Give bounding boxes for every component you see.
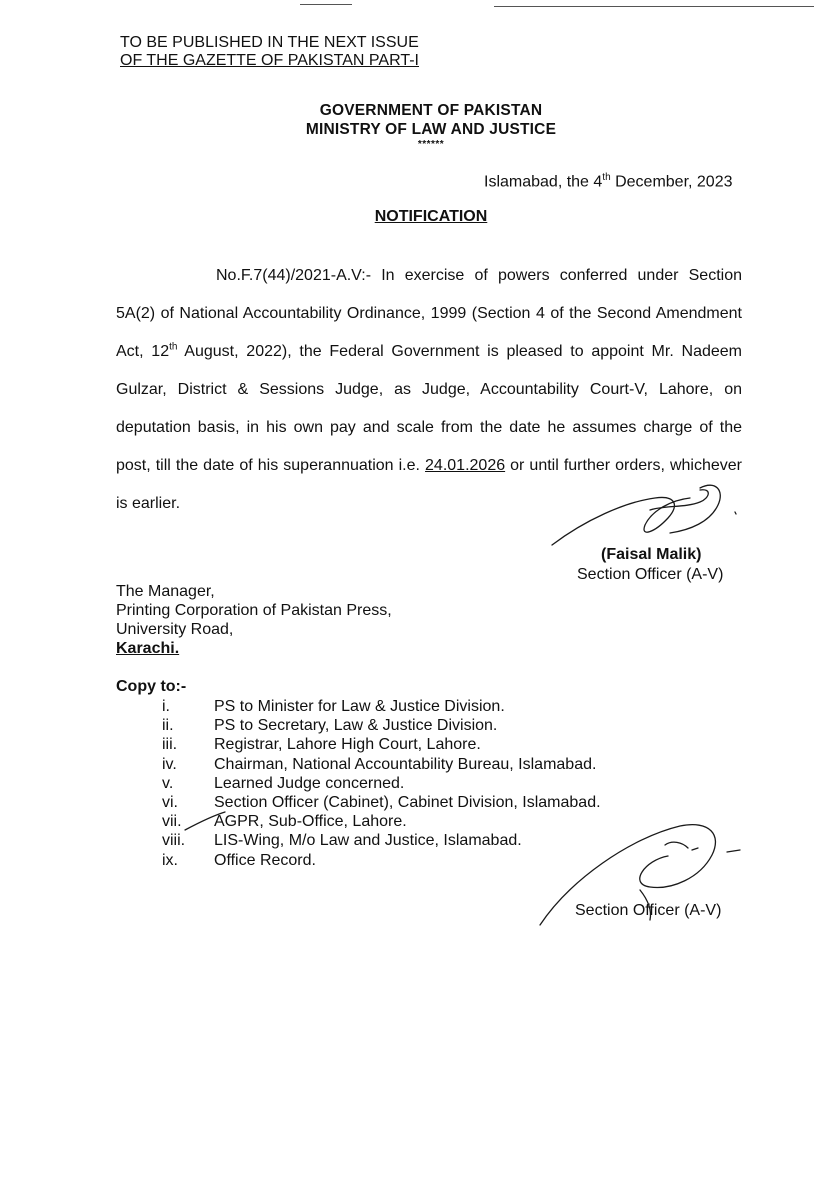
scan-line <box>300 4 352 5</box>
list-item: i. PS to Minister for Law & Justice Division. <box>162 698 505 715</box>
letterhead <box>0 101 838 139</box>
addressee-city: Karachi. <box>116 640 180 657</box>
signatory-designation: Section Officer (A-V) <box>577 566 724 583</box>
list-item: ix. Office Record. <box>162 851 316 869</box>
list-item: vi. Section Officer (Cabinet), Cabinet Division, Islamabad. <box>162 794 601 812</box>
addressee-line: University Road, <box>116 621 234 638</box>
gazette-note <box>120 34 419 70</box>
footer-signatory-designation: Section Officer (A-V) <box>575 902 722 919</box>
addressee-line: The Manager, <box>116 583 215 600</box>
list-item: iv. Chairman, National Accountability Bureau, Islamabad. <box>162 755 597 773</box>
addressee-block <box>116 582 392 658</box>
list-item: iii. Registrar, Lahore High Court, Lahore. <box>162 736 481 754</box>
notification-body: No.F.7(44)/2021-A.V:- In exercise of powers conferred under Section 5A(2) of National Accountability Ordinance, 1999 (Section 4 of the Second Amendment Act, 12th August, 2022), the Federal Government is pleased to appoint Mr. Nadeem Gulzar, District & Sessions Judge, as Judge, Accountability Court-V, Lahore, on deputation basis, in his own pay and scale from the date he assumes charge of the post, till the date of his superannuation i.e. 24.01.2026 or until further orders, whichever is earlier. <box>116 267 743 512</box>
copy-to-list <box>162 697 601 870</box>
list-item: viii. LIS-Wing, M/o Law and Justice, Islamabad. <box>162 832 522 850</box>
signature-stroke <box>727 850 740 852</box>
separator-stars: ****** <box>417 139 445 150</box>
gazette-line-2: OF THE GAZETTE OF PAKISTAN PART-I <box>120 52 419 69</box>
government-title: GOVERNMENT OF PAKISTAN <box>319 102 543 119</box>
copy-to-label: Copy to:- <box>116 678 187 695</box>
scan-line <box>494 6 814 7</box>
signatory-name: (Faisal Malik) <box>601 546 702 563</box>
list-item: vii. AGPR, Sub-Office, Lahore. <box>162 813 407 831</box>
gazette-line-1: TO BE PUBLISHED IN THE NEXT ISSUE <box>120 34 419 51</box>
list-item: ii. PS to Secretary, Law & Justice Division. <box>162 717 498 735</box>
list-item: v. Learned Judge concerned. <box>162 774 405 792</box>
notification-title: NOTIFICATION <box>374 208 488 225</box>
ministry-title: MINISTRY OF LAW AND JUSTICE <box>305 121 557 138</box>
signature-stroke <box>665 842 698 850</box>
addressee-line: Printing Corporation of Pakistan Press, <box>116 602 392 619</box>
issue-date: Islamabad, the 4th December, 2023 <box>484 172 733 191</box>
superannuation-date: 24.01.2026 <box>425 457 506 474</box>
